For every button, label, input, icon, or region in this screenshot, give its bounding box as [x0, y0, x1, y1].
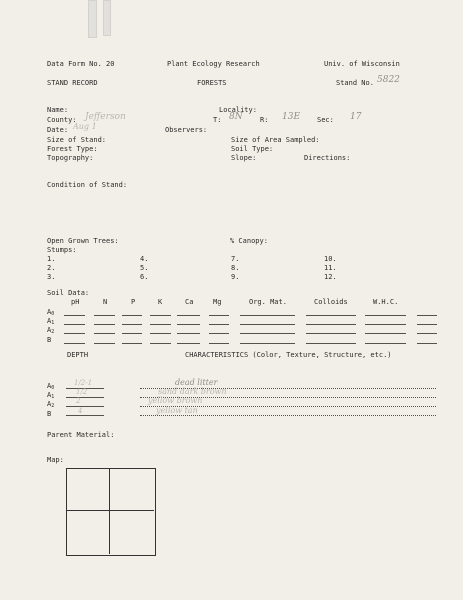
township-value: 8N [229, 112, 243, 122]
map-box [66, 468, 156, 556]
stump-7: 7. [231, 255, 240, 263]
soil-type-label: Soil Type: [231, 145, 274, 153]
stump-8: 8. [231, 264, 240, 272]
depth-header: DEPTH [67, 351, 89, 359]
soil-cell-line [150, 333, 171, 334]
soil-row-a0: $A_0$ [47, 308, 55, 317]
stump-11: 11. [324, 264, 337, 272]
soil-cell-line [209, 315, 229, 316]
depth-a0: 1/2-1 [74, 379, 93, 387]
locality-label: Locality: [219, 106, 257, 114]
col-colloids: Colloids [314, 298, 348, 306]
soil-cell-line [306, 333, 356, 334]
soil-cell-line [306, 343, 356, 344]
stump-9: 9. [231, 273, 240, 281]
map-label: Map: [47, 456, 64, 464]
parent-material-label: Parent Material: [47, 431, 115, 439]
stump-4: 4. [140, 255, 149, 263]
soil-cell-line [177, 324, 200, 325]
soil-cell-line [150, 315, 171, 316]
soil-cell-line [365, 333, 406, 334]
depth-line [66, 415, 104, 416]
stand-no-value: 5822 [377, 75, 400, 85]
depth-a2: 2 [76, 397, 81, 405]
soil-cell-line [306, 324, 356, 325]
soil-cell-line [240, 324, 295, 325]
range-label: R: [260, 116, 269, 124]
char-b: yellow tan [156, 406, 198, 415]
name-label: Name: [47, 106, 69, 114]
map-divider-vertical [109, 469, 110, 554]
county-label: County: [47, 116, 77, 124]
clip-mark-left [88, 0, 97, 38]
characteristics-header: CHARACTERISTICS (Color, Texture, Structure, etc.) [185, 351, 392, 359]
directions-label: Directions: [304, 154, 351, 162]
soil-cell-line [240, 315, 295, 316]
soil-cell-line [150, 343, 171, 344]
clip-mark-right [103, 0, 111, 36]
depth-b: 4 [78, 407, 83, 415]
col-n: N [103, 298, 108, 306]
size-of-stand-label: Size of Stand: [47, 136, 107, 144]
depth-line [66, 397, 104, 398]
soil-cell-line [177, 315, 200, 316]
open-grown-label: Open Grown Trees: [47, 237, 119, 245]
soil-cell-line [417, 324, 437, 325]
soil-cell-line [122, 343, 142, 344]
characteristics-line [140, 415, 436, 416]
stump-5: 5. [140, 264, 149, 272]
stumps-label: Stumps: [47, 246, 77, 254]
stump-2: 2. [47, 264, 56, 272]
soil-cell-line [209, 333, 229, 334]
county-value: Jefferson [85, 112, 126, 122]
record-title: STAND RECORD [47, 79, 98, 87]
canopy-label: % Canopy: [230, 237, 268, 245]
stump-1: 1. [47, 255, 56, 263]
size-area-sampled-label: Size of Area Sampled: [231, 136, 320, 144]
soil-cell-line [64, 343, 85, 344]
soil-cell-line [177, 343, 200, 344]
profile-row-b: B [47, 410, 52, 418]
soil-row-b: B [47, 336, 52, 344]
soil-data-title: Soil Data: [47, 289, 90, 297]
section-label: Sec: [317, 116, 334, 124]
soil-cell-line [94, 324, 115, 325]
date-value: Aug 1 [73, 122, 97, 131]
form-number: Data Form No. 20 [47, 60, 115, 68]
depth-a1: 1/2 [76, 388, 88, 396]
soil-cell-line [417, 333, 437, 334]
col-p: P [131, 298, 136, 306]
observers-label: Observers: [165, 126, 208, 134]
soil-cell-line [64, 324, 85, 325]
stump-10: 10. [324, 255, 337, 263]
soil-cell-line [240, 343, 295, 344]
depth-line [66, 406, 104, 407]
profile-row-a2: $A_2$ [47, 400, 55, 409]
section-value: 17 [350, 112, 362, 122]
col-whc: W.H.C. [373, 298, 399, 306]
section-title: FORESTS [197, 79, 227, 87]
soil-cell-line [122, 315, 142, 316]
township-label: T: [213, 116, 222, 124]
soil-cell-line [209, 324, 229, 325]
soil-cell-line [417, 315, 437, 316]
char-a2: yellow brown [148, 396, 203, 405]
soil-cell-line [365, 343, 406, 344]
col-ph: pH [71, 298, 80, 306]
col-mg: Mg [213, 298, 222, 306]
soil-cell-line [94, 333, 115, 334]
soil-row-a1: $A_1$ [47, 317, 55, 326]
slope-label: Slope: [231, 154, 257, 162]
condition-label: Condition of Stand: [47, 181, 128, 189]
range-value: 13E [282, 112, 301, 122]
soil-row-a2: $A_2$ [47, 326, 55, 335]
soil-cell-line [64, 315, 85, 316]
soil-cell-line [122, 333, 142, 334]
soil-cell-line [306, 315, 356, 316]
col-k: K [158, 298, 163, 306]
soil-cell-line [64, 333, 85, 334]
soil-cell-line [209, 343, 229, 344]
soil-cell-line [94, 315, 115, 316]
profile-row-a0: $A_0$ [47, 382, 55, 391]
date-label: Date: [47, 126, 69, 134]
soil-cell-line [365, 324, 406, 325]
soil-cell-line [365, 315, 406, 316]
soil-cell-line [177, 333, 200, 334]
col-ca: Ca [185, 298, 194, 306]
map-divider-horizontal [67, 510, 154, 511]
stump-12: 12. [324, 273, 337, 281]
char-a1: sand dark brown [158, 387, 227, 396]
soil-cell-line [94, 343, 115, 344]
university: Univ. of Wisconsin [324, 60, 400, 68]
stand-no-label: Stand No. [336, 79, 374, 87]
stump-6: 6. [140, 273, 149, 281]
topography-label: Topography: [47, 154, 94, 162]
soil-cell-line [150, 324, 171, 325]
forest-type-label: Forest Type: [47, 145, 98, 153]
soil-cell-line [122, 324, 142, 325]
soil-cell-line [240, 333, 295, 334]
soil-cell-line [417, 343, 437, 344]
char-a0: dead litter [175, 378, 218, 387]
col-org-mat: Org. Mat. [249, 298, 287, 306]
profile-row-a1: $A_1$ [47, 391, 55, 400]
org-name: Plant Ecology Research [167, 60, 260, 68]
stump-3: 3. [47, 273, 56, 281]
